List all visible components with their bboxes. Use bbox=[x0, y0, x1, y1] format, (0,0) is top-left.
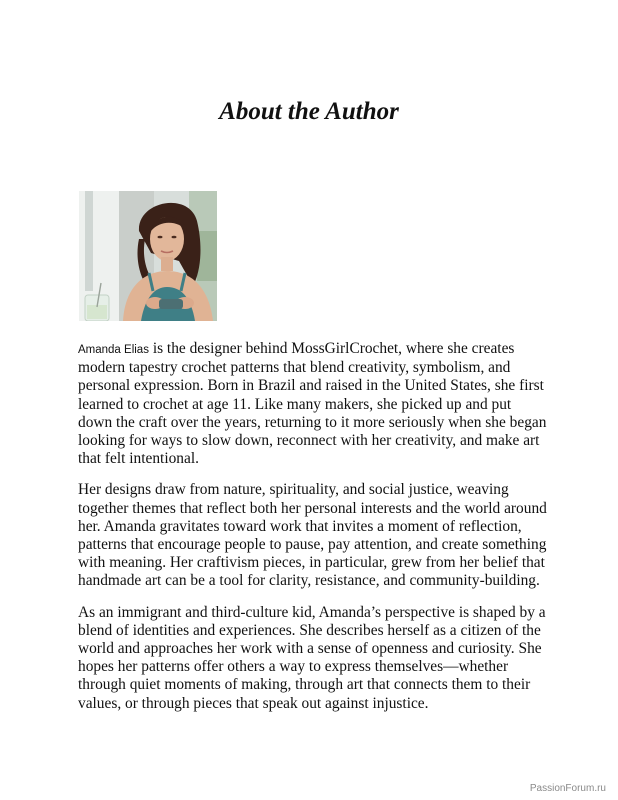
page-title: About the Author bbox=[219, 98, 399, 125]
author-photo bbox=[79, 191, 217, 321]
bio-paragraph-2: Her designs draw from nature, spirituality, and social justice, weaving together themes that reflect both her personal interests and the world around her. Amanda gravitates toward work that invites a moment of reflection, patterns that encourage people to pause, pay attention, and create something with meaning. Her craftivism pieces, in particular, grew from her belief that handmade art can be a tool for clarity, resistance, and community-building. bbox=[78, 481, 547, 590]
watermark: PassionForum.ru bbox=[529, 783, 606, 794]
bio-paragraph-1 bbox=[78, 340, 548, 468]
author-portrait-image bbox=[79, 191, 217, 321]
author-name: Amanda Elias bbox=[78, 344, 149, 356]
bio-paragraph-1-text: is the designer behind MossGirlCrochet, where she creates modern tapestry crochet patterns that blend creativity, symbolism, and personal expression. Born in Brazil and raised in the United States, she first learned to crochet at age 11. Like many makers, she picked up and put down the craft over the years, returning to it more seriously when she began looking for ways to slow down, reconnect with her creativity, and make art that felt intentional. bbox=[78, 340, 547, 468]
author-bio bbox=[78, 340, 548, 726]
bio-paragraph-3: As an immigrant and third-culture kid, Amanda’s perspective is shaped by a blend of identities and experiences. She describes herself as a citizen of the world and approaches her work with a sense of openness and curiosity. She hopes her patterns offer others a way to express themselves—whether through quiet moments of making, through art that connects them to their values, or through pieces that speak out against injustice. bbox=[78, 603, 546, 712]
